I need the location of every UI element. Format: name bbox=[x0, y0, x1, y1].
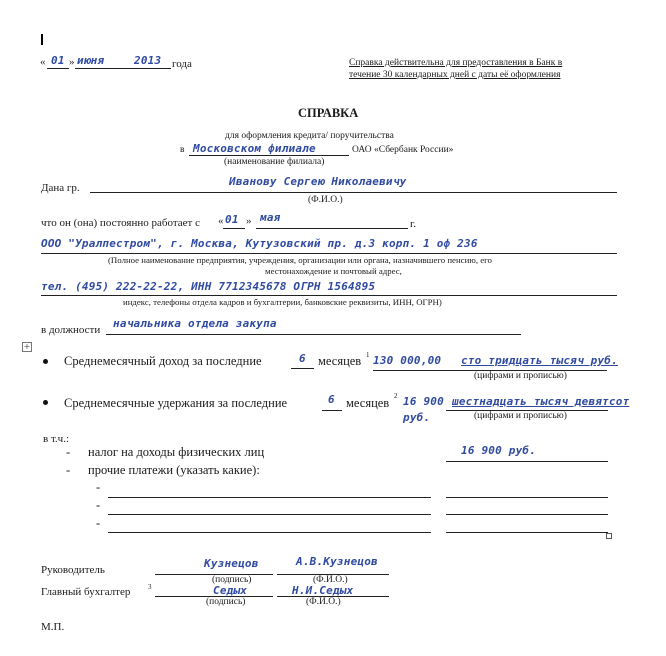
head-signature-caption: (подпись) bbox=[212, 575, 252, 585]
other-row-1-amount-line[interactable] bbox=[446, 497, 608, 498]
deductions-months-line bbox=[322, 410, 342, 411]
organization-caption-1: (Полное наименование предприятия, учреждения, организации или органа, назначившего пенсию, его bbox=[108, 255, 492, 265]
validity-line-2: течение 30 календарных дней с даты её оформления bbox=[349, 70, 561, 80]
position-label: в должности bbox=[41, 324, 101, 336]
date-month[interactable]: июня bbox=[77, 54, 105, 67]
tax-label: налог на доходы физических лиц bbox=[88, 445, 265, 459]
other-row-1-line[interactable] bbox=[108, 497, 431, 498]
accountant-signature-caption: (подпись) bbox=[206, 597, 246, 607]
employment-label: что он (она) постоянно работает с bbox=[41, 217, 200, 229]
branch-prefix: в bbox=[180, 145, 185, 155]
income-months[interactable]: 6 bbox=[299, 352, 306, 365]
income-footnote: 1 bbox=[366, 351, 370, 359]
breakdown-label: в т.ч.: bbox=[43, 433, 70, 445]
accountant-label: Главный бухгалтер bbox=[41, 586, 131, 598]
person-line bbox=[90, 192, 617, 193]
branch-caption: (наименование филиала) bbox=[224, 157, 325, 167]
deductions-label: Среднемесячные удержания за последние bbox=[64, 396, 288, 410]
head-name[interactable]: А.В.Кузнецов bbox=[296, 555, 378, 568]
employment-month-line bbox=[256, 228, 408, 229]
position-value[interactable]: начальника отдела закупа bbox=[113, 317, 277, 330]
other-row-3-dash: - bbox=[96, 516, 101, 530]
person-caption: (Ф.И.О.) bbox=[308, 195, 343, 205]
branch-bank: ОАО «Сбербанк России» bbox=[352, 145, 454, 155]
head-name-caption: (Ф.И.О.) bbox=[313, 575, 348, 585]
tax-line bbox=[446, 461, 608, 462]
deductions-caption: (цифрами и прописью) bbox=[474, 411, 567, 421]
deductions-months[interactable]: 6 bbox=[328, 393, 335, 406]
income-amount-words[interactable]: сто тридцать тысяч руб. bbox=[461, 354, 618, 367]
other-dash: - bbox=[66, 463, 71, 477]
document-title: СПРАВКА bbox=[298, 106, 359, 120]
deductions-footnote: 2 bbox=[394, 392, 398, 400]
head-label: Руководитель bbox=[41, 564, 105, 576]
accountant-footnote: 3 bbox=[148, 583, 152, 591]
date-year-suffix: года bbox=[172, 58, 192, 70]
contacts-caption: индекс, телефоны отдела кадров и бухгалтерии, банковские реквизиты, ИНН, ОГРН) bbox=[123, 297, 442, 307]
other-row-2-dash: - bbox=[96, 498, 101, 512]
other-row-2-line[interactable] bbox=[108, 514, 431, 515]
contacts-value[interactable]: тел. (495) 222-22-22, ИНН 7712345678 ОГРН 1564895 bbox=[41, 280, 376, 293]
tax-value[interactable]: 16 900 руб. bbox=[461, 444, 537, 457]
table-resize-handle-icon[interactable] bbox=[606, 533, 612, 539]
date-open-quote: « bbox=[40, 56, 46, 68]
organization-caption-2: местонахождение и почтовый адрес, bbox=[265, 266, 402, 276]
employment-day[interactable]: 01 bbox=[225, 213, 239, 226]
stamp-label: М.П. bbox=[41, 621, 65, 633]
organization-value[interactable]: ООО "Уралпестром", г. Москва, Кутузовский пр. д.3 корп. 1 оф 236 bbox=[41, 237, 478, 250]
purpose-text: для оформления кредита/ поручительства bbox=[225, 131, 394, 141]
organization-line bbox=[41, 253, 617, 254]
text-cursor bbox=[41, 34, 43, 45]
deductions-months-label: месяцев bbox=[346, 396, 390, 410]
date-year[interactable]: 2013 bbox=[134, 54, 162, 67]
person-label: Дана гр. bbox=[41, 182, 80, 194]
deductions-amount-words[interactable]: шестнадцать тысяч девятсот bbox=[452, 395, 630, 408]
table-move-handle-icon[interactable]: + bbox=[23, 342, 31, 351]
other-row-3-line[interactable] bbox=[108, 532, 431, 533]
contacts-line bbox=[41, 295, 617, 296]
branch-value[interactable]: Московском филиале bbox=[193, 142, 316, 155]
employment-open-quote: « bbox=[218, 215, 224, 227]
other-row-1-dash: - bbox=[96, 480, 101, 494]
date-close-quote: » bbox=[69, 56, 75, 68]
tax-dash: - bbox=[66, 445, 71, 459]
accountant-signature[interactable]: Седых bbox=[213, 584, 248, 597]
deductions-amount-unit[interactable]: руб. bbox=[403, 411, 431, 424]
income-months-line bbox=[291, 368, 314, 369]
validity-line-1: Справка действительна для предоставления в Банк в bbox=[349, 58, 563, 68]
accountant-name[interactable]: Н.И.Седых bbox=[292, 584, 354, 597]
income-bullet-icon bbox=[43, 359, 48, 364]
income-caption: (цифрами и прописью) bbox=[474, 371, 567, 381]
employment-day-line bbox=[223, 228, 245, 229]
person-value[interactable]: Иванову Сергею Николаевичу bbox=[229, 175, 407, 188]
date-month-year-line bbox=[75, 68, 171, 69]
branch-line bbox=[189, 155, 349, 156]
income-amount[interactable]: 130 000,00 bbox=[373, 354, 442, 367]
deductions-amount[interactable]: 16 900 bbox=[403, 395, 444, 408]
other-row-3-amount-line[interactable] bbox=[446, 532, 608, 533]
employment-close-quote: » bbox=[246, 215, 252, 227]
other-row-2-amount-line[interactable] bbox=[446, 514, 608, 515]
accountant-name-caption: (Ф.И.О.) bbox=[306, 597, 341, 607]
employment-year-suffix: г. bbox=[410, 218, 417, 230]
employment-month[interactable]: мая bbox=[260, 211, 281, 224]
date-day-line bbox=[47, 68, 69, 69]
income-label: Среднемесячный доход за последние bbox=[64, 354, 262, 368]
income-months-label: месяцев bbox=[318, 354, 362, 368]
deductions-bullet-icon bbox=[43, 400, 48, 405]
date-day[interactable]: 01 bbox=[51, 54, 65, 67]
other-label: прочие платежи (указать какие): bbox=[88, 463, 260, 477]
head-signature[interactable]: Кузнецов bbox=[204, 557, 259, 570]
position-line bbox=[106, 334, 521, 335]
